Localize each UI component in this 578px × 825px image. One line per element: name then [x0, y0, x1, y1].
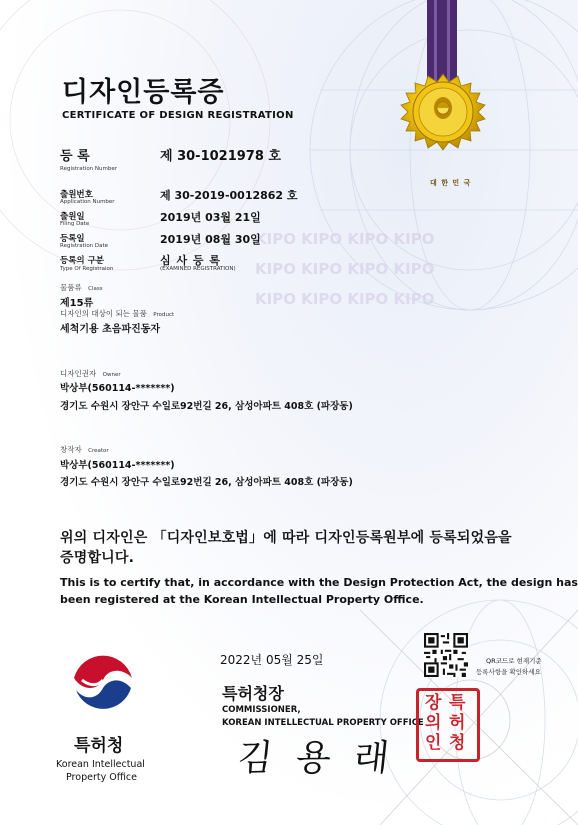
certificate-title-en: CERTIFICATE OF DESIGN REGISTRATION	[62, 110, 294, 121]
registration-label: 등 록	[60, 149, 90, 164]
product-value: 세척기용 초음파진동자	[60, 324, 161, 335]
creator-label: 창작자 Creator	[60, 445, 109, 454]
kipo-name-en-line2: Property Office	[66, 772, 137, 783]
statement-ko-line1: 위의 디자인은 「디자인보호법」에 따라 디자인등록원부에 등록되었음을	[60, 530, 512, 546]
emblem-text: 대 한 민 국	[430, 179, 472, 187]
creator-name: 박상부(560114-*******)	[60, 460, 175, 471]
registration-date-label-en: Registration Date	[60, 243, 109, 249]
commissioner-title-en-line1: COMMISSIONER,	[222, 705, 301, 715]
statement-en-line2: been registered at the Korean Intellectual Property Office.	[60, 593, 424, 606]
registration-type-label: 등록의 구분	[60, 256, 105, 266]
application-number-label-en: Application Number	[60, 199, 115, 205]
gold-emblem-seal	[401, 74, 485, 150]
kipo-name-ko: 특허청	[74, 736, 124, 756]
certificate-title: 디자인등록증	[62, 77, 225, 108]
application-number-label: 출원번호	[60, 190, 93, 200]
filing-date-label-en: Filing Date	[60, 221, 90, 227]
watermark-kipo-2: KIPO KIPO KIPO KIPO	[255, 260, 435, 278]
issue-date: 2022년 05월 25일	[220, 653, 324, 667]
statement-en-line1: This is to certify that, in accordance with the Design Protection Act, the design has	[60, 576, 578, 589]
registration-date-label: 등록일	[60, 234, 85, 244]
owner-label: 디자인권자 Owner	[60, 369, 121, 378]
statement-ko-line2: 증명합니다.	[60, 550, 135, 566]
filing-date-label: 출원일	[60, 212, 85, 222]
qr-note-line2: 등록사항을 확인하세요	[476, 668, 541, 676]
class-value: 제15류	[60, 298, 94, 309]
registration-type-label-en: Type Of Registraion	[60, 266, 114, 272]
qr-code[interactable]	[424, 633, 468, 677]
application-number: 제 30-2019-0012862 호	[160, 189, 298, 202]
official-red-seal: 특 허 청 장 의 인	[416, 688, 480, 762]
product-label: 디자인의 대상이 되는 물품 Product	[60, 309, 175, 318]
registration-label-en: Registration Number	[60, 166, 118, 172]
commissioner-title: 특허청장	[222, 684, 284, 703]
registration-type: 심 사 등 록	[160, 254, 221, 267]
watermark-kipo-1: KIPO KIPO KIPO KIPO	[255, 230, 435, 248]
kipo-logo-icon	[68, 650, 138, 720]
owner-address: 경기도 수원시 장안구 수일로92번길 26, 삼성아파트 408호 (파장동)	[60, 401, 353, 412]
class-label: 물품류 Class	[60, 283, 103, 292]
creator-address: 경기도 수원시 장안구 수일로92번길 26, 삼성아파트 408호 (파장동)	[60, 477, 353, 488]
registration-type-en: (EXAMINED REGISTRATION)	[160, 266, 236, 272]
watermark-kipo-3: KIPO KIPO KIPO KIPO	[255, 290, 435, 308]
commissioner-signature: 김 용 래	[235, 738, 398, 779]
registration-date: 2019년 08월 30일	[160, 233, 261, 246]
filing-date: 2019년 03월 21일	[160, 211, 261, 224]
kipo-name-en-line1: Korean Intellectual	[56, 759, 145, 770]
owner-name: 박상부(560114-*******)	[60, 383, 175, 394]
qr-note-line1: QR코드로 현재기준	[486, 657, 542, 665]
commissioner-title-en-line2: KOREAN INTELLECTUAL PROPERTY OFFICE	[222, 718, 424, 728]
registration-number: 제 30-1021978 호	[160, 149, 281, 164]
